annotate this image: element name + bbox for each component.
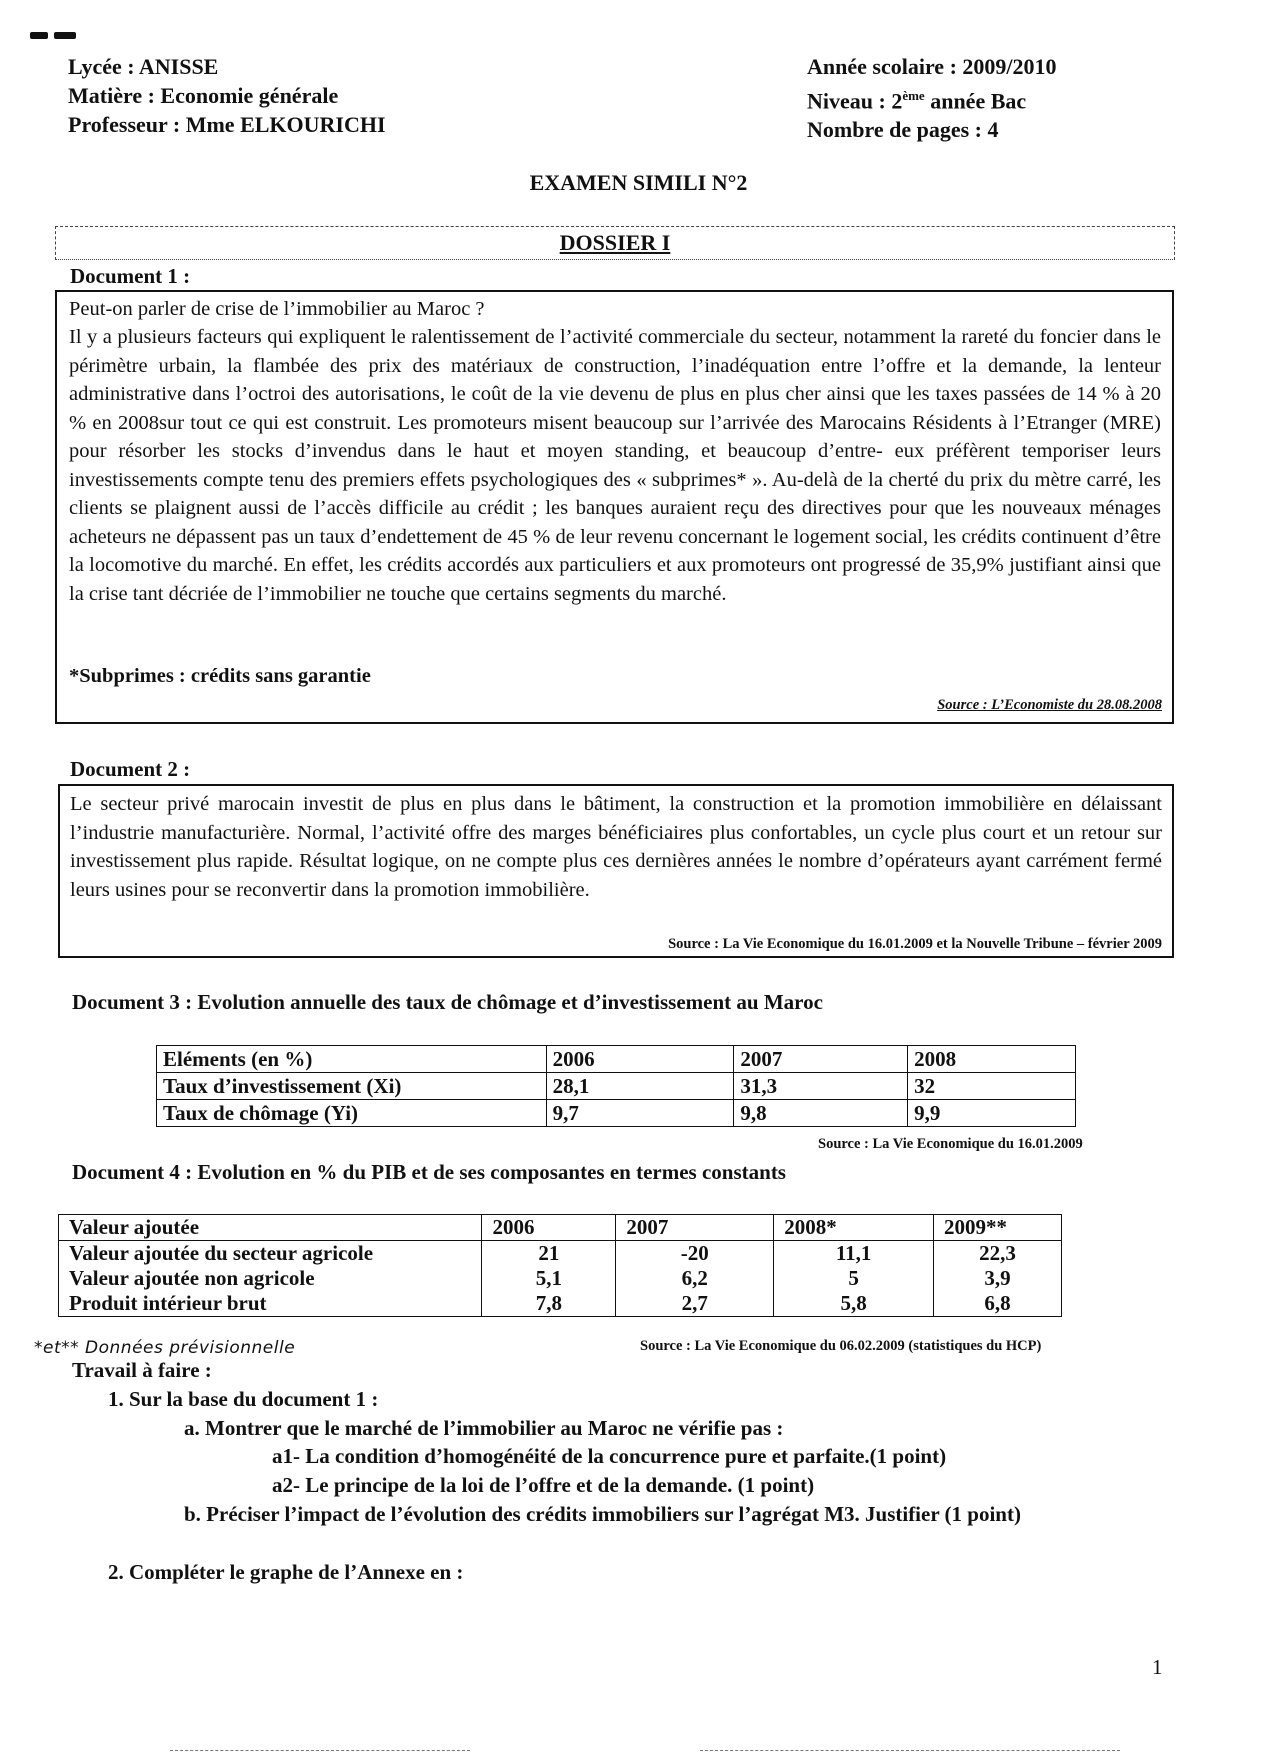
table-cell: 22,3 [934,1241,1062,1267]
header-right [807,52,1057,144]
table-cell: 11,1 [774,1241,934,1267]
table-cell: 28,1 [546,1073,734,1100]
table-cell: 3,9 [934,1266,1062,1291]
doc1-source: Source : L’Economiste du 28.08.2008 [937,697,1162,713]
tasks-heading: Travail à faire : [72,1358,212,1382]
doc2-source: Source : La Vie Economique du 16.01.2009 et la Nouvelle Tribune – février 2009 [668,936,1162,952]
table-cell: 6,8 [934,1291,1062,1317]
task-1a1: a1- La condition d’homogénéité de la concurrence pure et parfaite.(1 point) [272,1444,947,1468]
table-row [59,1266,1062,1291]
dossier-title: DOSSIER I [559,230,671,255]
table-cell: -20 [616,1241,774,1267]
table-cell: 2006 [546,1046,734,1073]
scan-artifact-line [700,1750,1120,1752]
table-row [157,1100,1076,1127]
header-left [68,52,386,139]
doc1-text: Il y a plusieurs facteurs qui expliquent le ralentissement de l’activité commerciale du secteur, notamment la rareté du foncier dans le périmètre urbain, la flambée des prix des matériaux de construction, l’inadéquation entre l’offre et la demande, la lenteur administrative dans l’octroi des autorisations, le coût de la vie devenu de plus en plus cher ainsi que les taxes passées de 14 % à 20 % en 2008sur tout ce qui est construit. Les promoteurs misent beaucoup sur l’arrivée des Marocains Résidents à l’Etranger (MRE) pour résorber les stocks d’invendus dans le haut et moyen standing, et beaucoup d’entre- eux préfèrent temporiser leurs investissements compte tenu des premiers effets psychologiques des « subprimes* ». Au-delà de la cherté du prix du mètre carré, les clients se plaignent aussi de l’accès difficile au crédit ; les banques auraient reçu des directives pour que les nouveaux ménages acheteurs ne dépassent pas un taux d’endettement de 45 % de leur revenu concernant le logement social, les crédits continuent d’être la locomotive du marché. En effet, les crédits accordés aux particuliers et aux promoteurs ont progressé de 35,9% justifiant ainsi que la crise tant décriée de l’immobilier ne touche que certains segments du marché. [69,326,1161,605]
table-cell: Valeur ajoutée non agricole [59,1266,482,1291]
table-cell: Produit intérieur brut [59,1291,482,1317]
table-cell: Valeur ajoutée du secteur agricole [59,1241,482,1267]
school-name: Lycée : ANISSE [68,54,219,79]
doc2-box [58,784,1174,958]
task-2: 2. Compléter le graphe de l’Annexe en : [108,1560,464,1584]
doc4-source: Source : La Vie Economique du 06.02.2009 (statistiques du HCP) [640,1338,1042,1354]
task-1b: b. Préciser l’impact de l’évolution des crédits immobiliers sur l’agrégat M3. Justifier (1 point) [184,1502,1021,1526]
table-cell: 9,9 [908,1100,1076,1127]
table-cell: 5,8 [774,1291,934,1317]
task-1a2: a2- Le principe de la loi de l’offre et de la demande. (1 point) [272,1473,815,1497]
table-header-row [157,1046,1076,1073]
table-header-row [59,1215,1062,1241]
task-1a: a. Montrer que le marché de l’immobilier au Maroc ne vérifie pas : [184,1416,784,1440]
table-cell: 6,2 [616,1266,774,1291]
table-cell: 2008 [908,1046,1076,1073]
table-cell: 9,7 [546,1100,734,1127]
table-cell: Taux de chômage (Yi) [157,1100,547,1127]
teacher: Professeur : Mme ELKOURICHI [68,112,386,137]
table-row [59,1241,1062,1267]
table-cell: Eléments (en %) [157,1046,547,1073]
doc3-source: Source : La Vie Economique du 16.01.2009 [818,1136,1083,1152]
doc1-heading: Document 1 : [70,264,191,288]
doc1-note: *Subprimes : crédits sans garantie [69,665,371,687]
table-cell: 2007 [734,1046,908,1073]
page-number: 1 [1152,1655,1163,1679]
table-cell: 5 [774,1266,934,1291]
doc2-text: Le secteur privé marocain investit de plus en plus dans le bâtiment, la construction et la promotion immobilière en délaissant l’industrie manufacturière. Normal, l’activité offre des marges bénéficiaires plus confortables, un cycle plus court et un retour sur investissement plus rapide. Résultat logique, on ne compte plus ces dernières années le nombre d’opérateurs ayant carrément fermé leurs usines pour se reconvertir dans la promotion immobilière. [70,793,1162,901]
doc3-table [156,1045,1076,1127]
table-cell: 21 [482,1241,616,1267]
level: Niveau : 2ème année Bac [807,88,1027,114]
doc4-heading: Document 4 : Evolution en % du PIB et de ses composantes en termes constants [72,1160,786,1184]
dossier-banner [55,226,1175,260]
table-cell: 2008* [774,1215,934,1241]
table-cell: 2007 [616,1215,774,1241]
table-cell: 32 [908,1073,1076,1100]
table-cell: 31,3 [734,1073,908,1100]
scan-artifact-line [170,1750,470,1752]
table-cell: 2006 [482,1215,616,1241]
table-cell: 7,8 [482,1291,616,1317]
subject: Matière : Economie générale [68,83,339,108]
table-cell: 2,7 [616,1291,774,1317]
page-count: Nombre de pages : 4 [807,117,999,143]
table-cell: 9,8 [734,1100,908,1127]
table-row [157,1073,1076,1100]
doc3-heading: Document 3 : Evolution annuelle des taux de chômage et d’investissement au Maroc [72,990,823,1014]
handwritten-note: *et** Données prévisionnelle [34,1338,296,1358]
table-cell: Taux d’investissement (Xi) [157,1073,547,1100]
doc4-table [58,1214,1062,1317]
exam-title: EXAMEN SIMILI N°2 [529,170,748,195]
table-cell: 2009** [934,1215,1062,1241]
task-1: 1. Sur la base du document 1 : [108,1387,379,1411]
table-cell: 5,1 [482,1266,616,1291]
doc1-question: Peut-on parler de crise de l’immobilier au Maroc ? [69,298,485,320]
school-year: Année scolaire : 2009/2010 [807,54,1057,79]
doc1-box [55,290,1174,724]
table-row [59,1291,1062,1317]
scan-mark [30,32,76,41]
doc2-heading: Document 2 : [70,757,191,781]
table-cell: Valeur ajoutée [59,1215,482,1241]
